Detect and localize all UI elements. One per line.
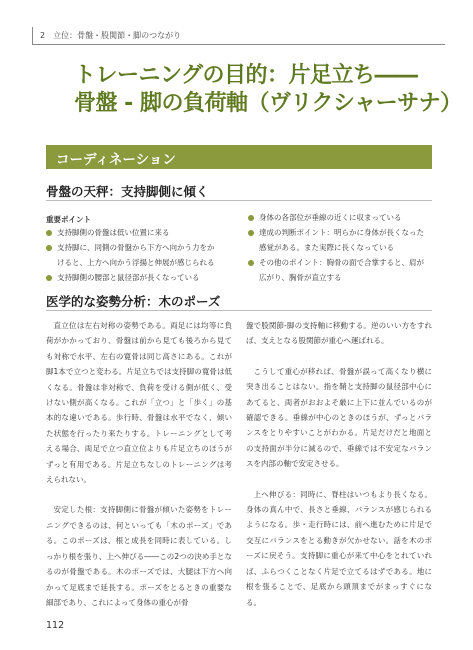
subheading-text: 医学的な姿勢分析：木のポーズ [46,294,221,309]
bullet-icon [46,245,52,251]
header-text: 2 立位：骨盤・股関節・脚のつながり [40,31,182,40]
list-item-continuation: 広がり、胸骨が直立する [259,273,342,282]
list-item: 支持脚側の腰部と鼠径部が長くなっている [46,270,232,285]
paragraph: 安定した根：支持脚側に骨盤が傾いた姿勢をトレーニングできるのは、何といっても「木のポーズ」である。このポーズは、根と成長を同時に表している。しっかり根を張り、上へ伸びる――この2つの決め手となるのが骨盤である。木のポーズでは、大腿は下方へ向かって足底まで延長する。ポーズをとるときの重要な細部であり、これによって身体の重心が骨 [46,505,232,607]
list-item: 支持脚に、同側の骨盤から下方へ向かう力をか [46,240,232,255]
points-title: 重要ポイント [46,215,91,224]
page-number: 112 [46,620,65,631]
points-list-left [46,225,232,285]
title-line-1: トレーニングの目的：片足立ち―― [74,63,418,88]
list-item-continuation: けると、上方へ向かう浮揚と伸展が感じられる [57,258,215,267]
title-line-2: 骨盤 - 脚の負荷軸（ヴリクシャーサナ） [74,91,462,116]
paragraph: 盤で股関節‐脚の支持軸に移動する。逆のいい方をすれば、支えとなる股関節が重心へ運ばれる。 [246,321,432,346]
list-item: その他のポイント：胸骨の面で合掌すると、肩が [248,255,434,270]
subheading-rule [46,310,432,311]
subheading-tree-pose [46,292,432,310]
section-banner [46,145,432,169]
section-label: コーディネーション [56,152,176,168]
header-rule [32,44,445,45]
body-column-left [46,318,232,625]
paragraph: 直立位は左右対称の姿勢である。両足には均等に負荷がかかっており、骨盤は前から見ても後ろから見ても対称で水平、左右の寛骨は同じ高さにある。これが脚1本で立つと変わる。片足立ちでは支持脚の寛骨は低くなる。骨盤は非対称で、負荷を受ける側が低く、受けない側が高くなる。これが「立つ」と「歩く」の基本的な違いである。歩行時、骨盤は水平でなく、傾いた状態を行ったり来たりする。トレーニングとして考える場合、両足で立つ直立位よりも片足立ちのほうがずっと有用である。片足立ちなしのトレーニングは考えられない。 [46,321,232,485]
running-header [32,27,445,49]
list-item-continuation: 感覚がある。また実際に長くなっている [259,243,394,252]
list-item: 達成の判断ポイント：明らかに身体が長くなった [248,225,434,240]
bullet-icon [248,230,254,236]
body-column-right [246,318,432,625]
bullet-icon [248,215,254,221]
paragraph: こうして重心が移れば、骨盤が誤って高くなり横に突き出ることはない。指を鞘と支持脚の鼠径部中心にあてると、両者がおおよそ厳に上下に並んでいるのが確認できる。垂線が中心のときのほうが、ずっとバランスをとりやすいことがわかる。片足だけだと地面との支持面が半分に減るので、垂線では不安定なバランスを内部の軸で安定させる。 [246,366,432,469]
subheading-text: 骨盤の天秤：支持脚側に傾く [46,184,209,199]
paragraph: 上へ伸びる：同時に、脊柱はいつもより長くなる。身体の真ん中で、長さと垂線、バランスが感じられるようになる。歩・走行時には、前へ進むために片足で交互にバランスをとる動きが欠かせない。話を木のポーズに戻そう。支持脚に重心が来て中心をとれていれば、ふらつくことなく片足で立てるはずである。地に根を張ることで、足底から頭頂までがまっすぐになる。 [246,489,432,607]
bullet-icon [248,260,254,266]
subheading-rule [46,200,432,201]
list-item: 支持脚側の骨盤は低い位置に来る [46,225,232,240]
header-divider [32,27,33,44]
bullet-icon [46,275,52,281]
chapter-title [74,62,462,118]
list-item: 身体の各部位が垂線の近くに収まっている [248,210,434,225]
points-list-right [248,210,434,285]
subheading-pelvis-balance [46,182,432,200]
bullet-icon [46,230,52,236]
